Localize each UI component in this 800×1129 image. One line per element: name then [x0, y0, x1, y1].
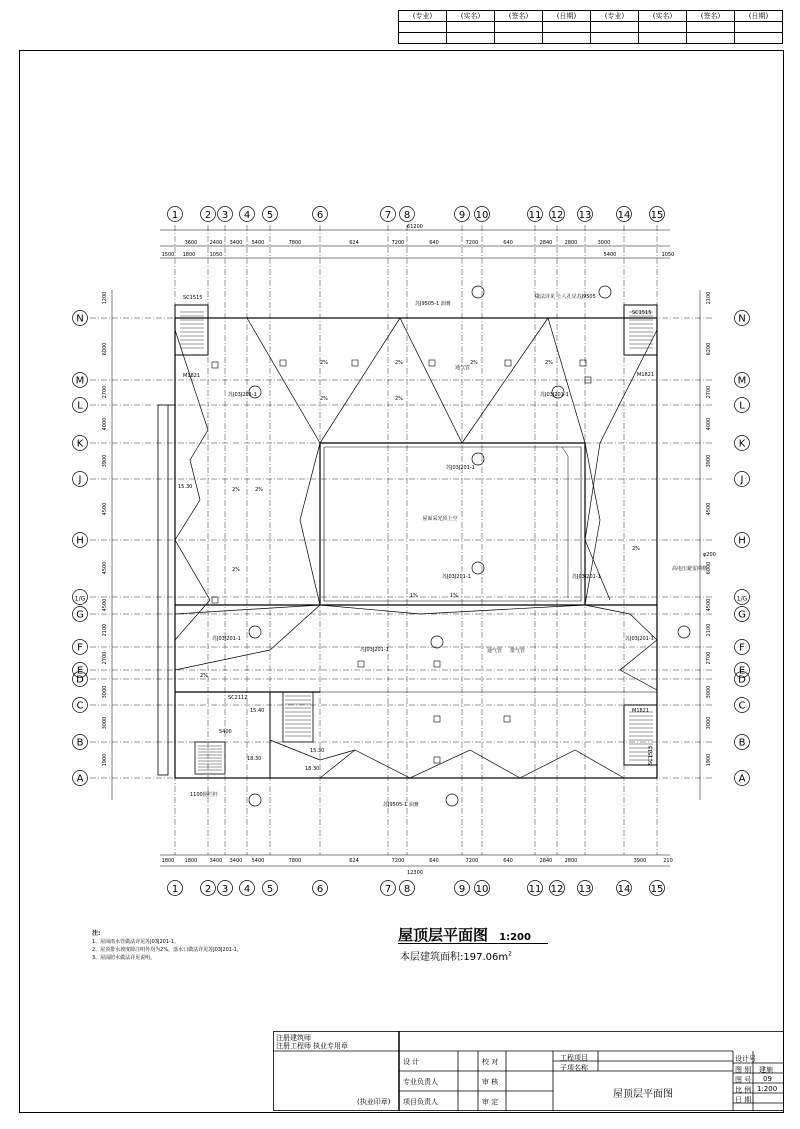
axis-number-top: 15 [650, 210, 664, 221]
axis-number-top: 13 [578, 210, 592, 221]
notes-head: 注: [92, 930, 101, 937]
dim-bottom: 7200 [465, 858, 479, 864]
axis-letter-right: H [738, 535, 746, 547]
note-label: 苏J03J201-1 [540, 392, 569, 398]
note-label: 苏J03J201-1 [442, 574, 471, 580]
floor-area-sup: 2 [508, 950, 512, 958]
slope-label: 2% [232, 567, 240, 573]
dim-top-1: 3400 [229, 240, 243, 246]
sub-label: 子项名称 [560, 1064, 588, 1072]
dim-top-1: 640 [429, 240, 439, 246]
dim-left: 6000 [102, 342, 108, 356]
axis-letter-right: M [737, 375, 747, 387]
dim-top-1: 640 [503, 240, 513, 246]
dim-top-2: 5400 [603, 252, 617, 258]
dim-left: 2700 [102, 651, 108, 665]
slope-label: 2% [200, 673, 208, 679]
axis-letter-left: B [76, 737, 84, 749]
slope-label: 2% [232, 487, 240, 493]
axis-number-bottom: 12 [550, 884, 564, 895]
axis-letter-right: N [738, 313, 746, 325]
axis-letter-right: L [739, 400, 745, 412]
dim-top-2: 1500 [161, 252, 175, 258]
roof-drain [280, 360, 286, 366]
slope-label: 2% [470, 360, 478, 366]
ridge-bottom [320, 750, 624, 778]
dim-right: 4500 [706, 598, 712, 612]
window-label: SC1515 [183, 295, 203, 301]
vent-circle [472, 286, 484, 298]
axis-number-top: 11 [528, 210, 542, 221]
door-label: M1821 [632, 708, 650, 714]
elevation-label: 15.30 [178, 484, 193, 490]
dim-bottom: 3400 [229, 858, 243, 864]
door-label: M1821 [637, 372, 655, 378]
drawing-title: 屋顶层平面图 [398, 926, 489, 944]
note-label: 1100钢栏杆 [190, 792, 218, 798]
approval-header: (签名) [687, 11, 735, 22]
approval-header: (日期) [543, 11, 591, 22]
dim-left: 3000 [102, 685, 108, 699]
dim-left: 4500 [102, 502, 108, 516]
axis-letter-right: G [738, 609, 746, 621]
axis-number-bottom: 9 [458, 884, 466, 895]
right-label: 设计号 [735, 1055, 756, 1063]
right-label: 图 别 [735, 1066, 752, 1074]
axis-letter-right: J [740, 474, 744, 486]
dim-left: 1900 [102, 753, 108, 767]
note-line: 2、屋顶排水坡度除注明外均为2%，落水口做法详见苏J03J201-1。 [92, 947, 242, 953]
dim-left: 1200 [102, 291, 108, 305]
dim-right: 4000 [706, 417, 712, 431]
axis-letter-left: M [75, 375, 85, 387]
dim-bottom-total: 12300 [407, 870, 423, 876]
row-label: 专业负责人 [403, 1078, 438, 1086]
slope-label: 2% [632, 546, 640, 552]
axis-number-top: 5 [266, 210, 274, 221]
axis-number-bottom: 8 [403, 884, 411, 895]
ridge-g-right [585, 605, 657, 690]
right-label: 日 期 [735, 1096, 752, 1104]
dim-right: 3900 [706, 454, 712, 468]
note-line: 1、屋面雨水管做法详见苏J03J201-1。 [92, 939, 180, 945]
axis-number-bottom: 7 [384, 884, 392, 895]
right-value: 09 [763, 1075, 772, 1083]
dim-top-total: 61200 [407, 224, 423, 230]
row-label: 设 计 [403, 1058, 420, 1066]
dim-left: 4500 [102, 598, 108, 612]
drawing-scale: 1:200 [499, 932, 531, 943]
dim-left: 3000 [102, 716, 108, 730]
detail-bubble [431, 636, 443, 648]
axis-letter-left: K [76, 438, 84, 450]
vent-label: 排气管 [510, 648, 526, 654]
approval-header: (实名) [447, 11, 495, 22]
note-label: φ200 [703, 552, 716, 558]
axis-letter-left: F [77, 642, 83, 654]
roof-drain [429, 360, 435, 366]
dim-bottom: 210 [663, 858, 673, 864]
slope-label: 2% [395, 360, 403, 366]
dim-top-1: 5400 [251, 240, 265, 246]
floor-area [400, 948, 512, 963]
axis-number-bottom: 5 [266, 884, 274, 895]
elevation-label: 15.40 [250, 708, 265, 714]
note-label: 苏J9505-1 油膏 [415, 301, 451, 307]
slope-label: 2% [255, 487, 263, 493]
ridge-g-mid [320, 605, 585, 614]
axis-letter-right: B [738, 737, 746, 749]
dim-top-2: 1800 [182, 252, 196, 258]
note-label: 苏J03J201-1 [212, 636, 241, 642]
axis-number-bottom: 13 [578, 884, 592, 895]
dim-right: 4500 [706, 502, 712, 516]
dim-right: 2100 [706, 623, 712, 637]
roof-drain [505, 360, 511, 366]
stair-top-left [175, 305, 208, 355]
dim-top-1: 2800 [564, 240, 578, 246]
axis-number-top: 12 [550, 210, 564, 221]
axis-letter-left: A [76, 773, 84, 785]
axis-number-top: 9 [458, 210, 466, 221]
dim-bottom: 624 [349, 858, 359, 864]
axis-number-bottom: 1 [171, 884, 179, 895]
ridge-1 [247, 318, 320, 443]
note-label: 苏J9505-1 油膏 [383, 802, 419, 808]
roof-drain [352, 360, 358, 366]
detail-bubble [472, 453, 484, 465]
window-label: SC1515 [632, 310, 652, 316]
dim-right: 3000 [706, 685, 712, 699]
dim-right: 1900 [706, 753, 712, 767]
roof-drain [504, 716, 510, 722]
axis-letter-right: C [738, 700, 746, 712]
stamp-label: 注册工程师 [276, 1042, 311, 1050]
detail-bubble [249, 626, 261, 638]
detail-bubble [678, 626, 690, 638]
axis-letter-left: 1/G [74, 595, 86, 603]
axis-number-top: 14 [617, 210, 631, 221]
vent-label: 通气管 [455, 365, 471, 371]
axis-number-bottom: 15 [650, 884, 664, 895]
row-label: 审 定 [482, 1098, 499, 1106]
stamp-label: 注册建筑师 [276, 1034, 311, 1042]
title-underline [398, 943, 548, 944]
roof-drain [434, 757, 440, 763]
detail-bubble [446, 794, 458, 806]
slope-label: 2% [320, 360, 328, 366]
approval-header: (实名) [639, 11, 687, 22]
roof-drain [212, 597, 218, 603]
axis-letter-right: E [738, 665, 746, 677]
dim-top-1: 7200 [391, 240, 405, 246]
right-label: 比 例 [735, 1086, 752, 1094]
general-notes [92, 930, 242, 962]
axis-letter-right: K [738, 438, 746, 450]
door-label: M1821 [183, 373, 201, 379]
axis-letter-right: A [738, 773, 746, 785]
drawing-title-block [398, 924, 568, 945]
dim-label: 5400 [219, 729, 232, 735]
skylight-label: 屋面采光顶上空 [422, 516, 458, 522]
elevation-label: 18.30 [305, 766, 320, 772]
vent-label: 通气管 [487, 648, 503, 654]
elevation-label: 18.30 [247, 756, 262, 762]
window-label: SC2112 [228, 695, 248, 701]
axis-letter-left: E [76, 665, 84, 677]
dim-right: 6000 [706, 561, 712, 575]
title-block-lines [273, 1031, 784, 1111]
axis-number-bottom: 11 [528, 884, 542, 895]
drawing-name: 屋顶层平面图 [613, 1089, 673, 1100]
dim-right: 2700 [706, 385, 712, 399]
axis-number-top: 8 [403, 210, 411, 221]
slope-label: 2% [395, 396, 403, 402]
dim-bottom: 1800 [184, 858, 198, 864]
axis-letter-left: H [76, 535, 84, 547]
dim-left: 2100 [102, 623, 108, 637]
axis-number-bottom: 6 [316, 884, 324, 895]
axis-number-bottom: 2 [204, 884, 212, 895]
approval-header: (日期) [735, 11, 783, 22]
row-label: 校 对 [482, 1058, 499, 1066]
axis-letter-left: N [76, 313, 84, 325]
slope-label: 2% [545, 360, 553, 366]
axis-number-bottom: 3 [221, 884, 229, 895]
dim-bottom: 7200 [391, 858, 405, 864]
ridge-right [585, 330, 657, 600]
axis-number-top: 1 [171, 210, 179, 221]
dim-right: 2700 [706, 651, 712, 665]
row-label: 项目负责人 [403, 1098, 438, 1106]
dim-top-1: 7200 [465, 240, 479, 246]
approval-header: (签名) [495, 11, 543, 22]
row-label: 审 核 [482, 1078, 499, 1086]
detail-bubble [249, 794, 261, 806]
slope-label: 2% [320, 396, 328, 402]
dim-right: 2100 [706, 291, 712, 305]
dim-bottom: 1800 [161, 858, 175, 864]
axis-letter-left: G [76, 609, 84, 621]
roof-drain [434, 661, 440, 667]
note-line: 3、屋面防水做法详见说明。 [92, 955, 156, 961]
roof-drain [434, 716, 440, 722]
axis-number-bottom: 4 [243, 884, 251, 895]
approval-header: (专业) [399, 11, 447, 22]
skylight-slope-left [300, 443, 320, 605]
dim-bottom: 2840 [539, 858, 553, 864]
dim-left: 4500 [102, 561, 108, 575]
dim-left: 3900 [102, 454, 108, 468]
detail-bubble [472, 562, 484, 574]
axis-number-bottom: 14 [617, 884, 631, 895]
note-label: 高电压避雷网格 [672, 566, 708, 572]
axis-number-top: 4 [243, 210, 251, 221]
axis-letter-left: D [76, 674, 84, 686]
project-label: 工程项目 [560, 1054, 588, 1062]
dim-top-1: 2840 [539, 240, 553, 246]
axis-letter-right: F [739, 642, 745, 654]
dim-top-1: 3000 [597, 240, 611, 246]
dim-right: 6200 [706, 342, 712, 356]
dim-bottom: 3900 [633, 858, 647, 864]
dim-bottom: 5400 [251, 858, 265, 864]
dim-bottom: 640 [503, 858, 513, 864]
skylight-edge [562, 447, 568, 598]
axis-letter-right: 1/G [736, 595, 748, 603]
approval-header: (专业) [591, 11, 639, 22]
dim-left: 2700 [102, 385, 108, 399]
dim-bottom: 7800 [288, 858, 302, 864]
axis-number-bottom: 10 [475, 884, 489, 895]
stair-mid [283, 692, 313, 742]
stamp-label: (执业印章) [357, 1098, 391, 1106]
dim-top-2: 1050 [209, 252, 223, 258]
note-label: 苏J03J201-1 [360, 647, 389, 653]
note-label: 苏J03J201-1 [446, 465, 475, 471]
dim-bottom: 3400 [209, 858, 223, 864]
note-label: 苏J03J201-1 [228, 392, 257, 398]
axis-letter-left: C [76, 700, 84, 712]
axis-letter-left: L [77, 400, 83, 412]
axis-number-top: 2 [204, 210, 212, 221]
note-label: 苏J03J201-1 [625, 636, 654, 642]
slope-label: 1% [410, 593, 418, 599]
dim-bottom: 640 [429, 858, 439, 864]
ridge-5 [548, 318, 585, 443]
dim-top-1: 2400 [209, 240, 223, 246]
dim-right: 3000 [706, 716, 712, 730]
floor-area-text: 本层建筑面积:197.06m [400, 952, 509, 963]
stamp-label: 执业专用章 [313, 1042, 348, 1050]
right-value: 建施 [759, 1066, 773, 1074]
roof-drain [212, 362, 218, 368]
dim-top-1: 624 [349, 240, 359, 246]
axis-number-top: 6 [316, 210, 324, 221]
dim-left: 4000 [102, 417, 108, 431]
title-block [273, 1031, 784, 1111]
dim-top-1: 7800 [288, 240, 302, 246]
window-label: SC1515 [648, 745, 654, 765]
axis-number-top: 3 [221, 210, 229, 221]
dim-top-2: 1050 [661, 252, 675, 258]
right-label: 图 号 [735, 1076, 752, 1084]
axis-letter-right: D [738, 674, 746, 686]
axis-letter-left: J [78, 474, 82, 486]
vent-circle [599, 286, 611, 298]
axis-number-top: 10 [475, 210, 489, 221]
roof-drain [358, 661, 364, 667]
note-label: 苏J03J201-1 [572, 574, 601, 580]
elevation-label: 15.30 [310, 748, 325, 754]
dim-bottom: 2800 [564, 858, 578, 864]
right-value: 1:200 [757, 1085, 778, 1093]
ridge-3 [400, 318, 462, 443]
slope-label: 1% [450, 593, 458, 599]
dim-top-1: 3600 [184, 240, 198, 246]
axis-number-top: 7 [384, 210, 392, 221]
note-label: 做法详见 上人孔见苏J9505 [535, 294, 596, 300]
left-parapet [158, 405, 168, 775]
